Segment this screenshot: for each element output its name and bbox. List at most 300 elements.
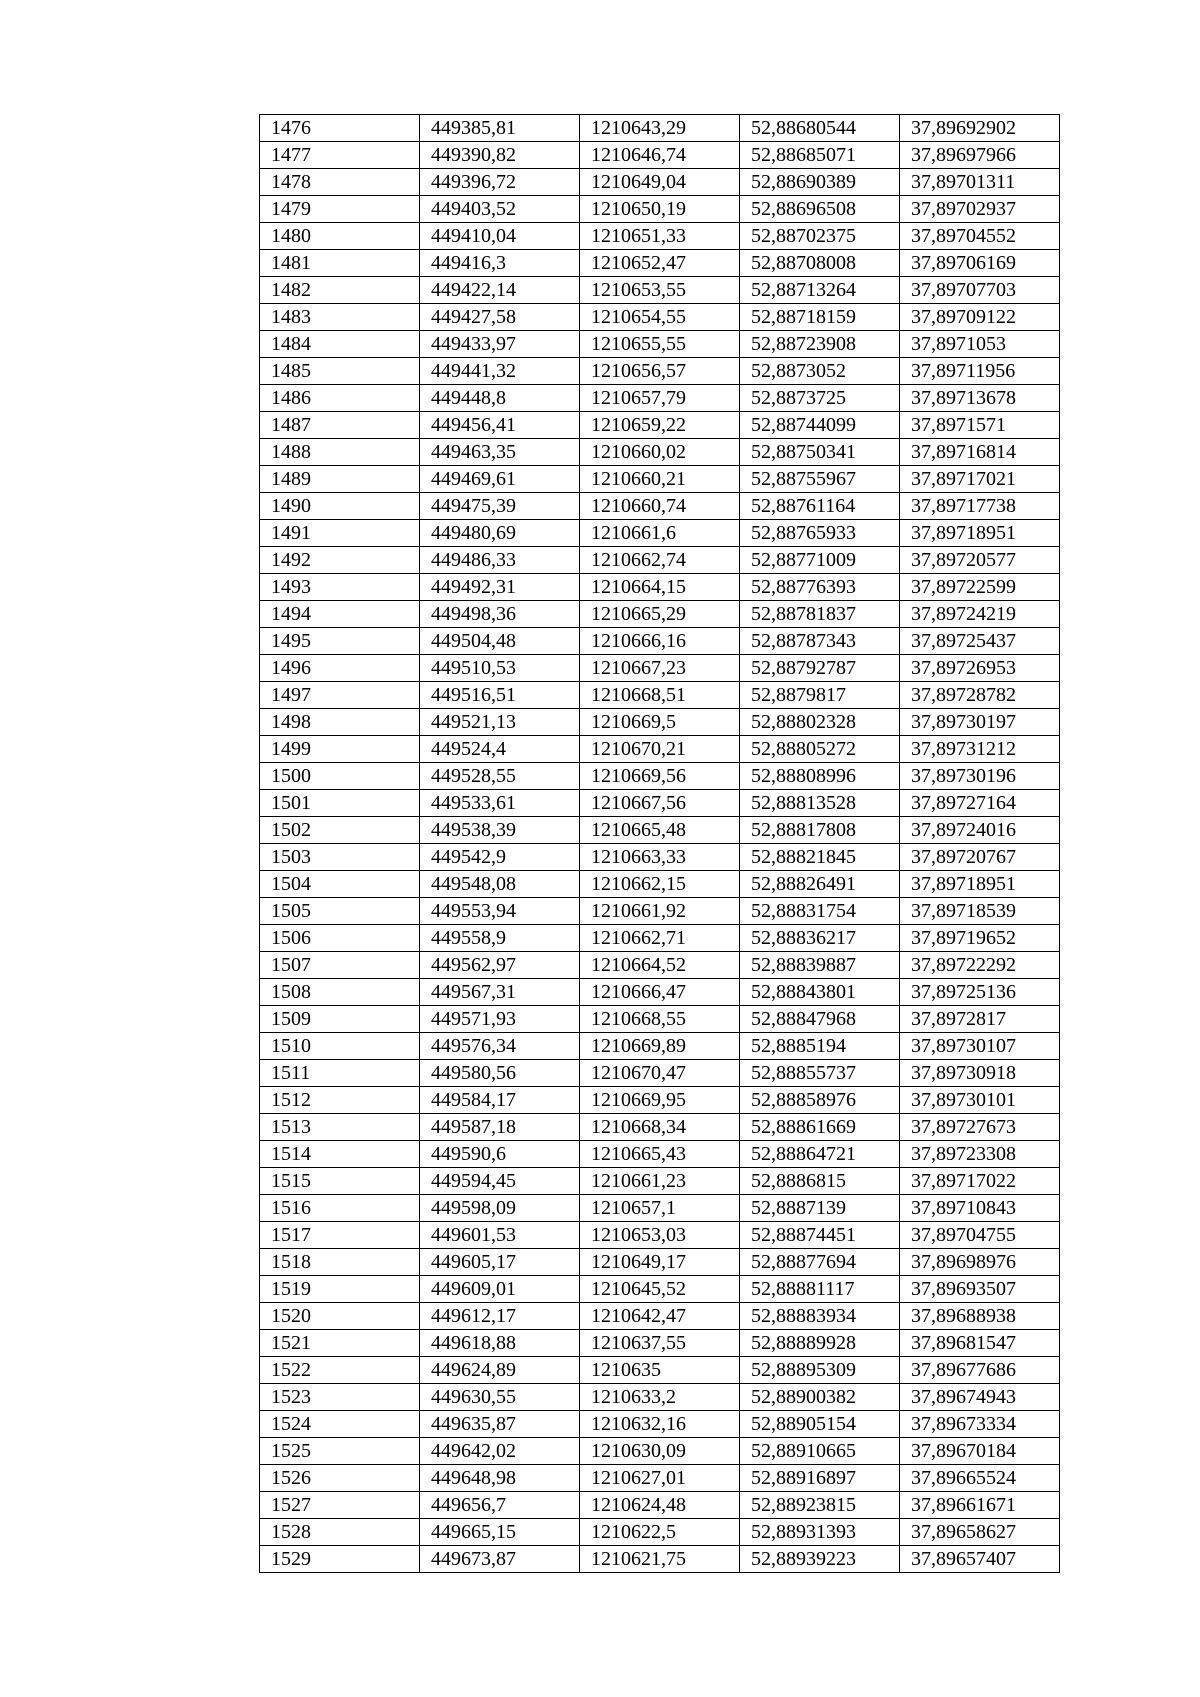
y-coordinate-cell: 1210660,02 — [580, 439, 740, 466]
y-coordinate-cell: 1210661,92 — [580, 898, 740, 925]
latitude-cell: 52,88895309 — [740, 1357, 900, 1384]
point-number-cell: 1480 — [260, 223, 420, 250]
point-number-cell: 1512 — [260, 1087, 420, 1114]
x-coordinate-cell: 449567,31 — [420, 979, 580, 1006]
x-coordinate-cell: 449521,13 — [420, 709, 580, 736]
longitude-cell: 37,89697966 — [900, 142, 1060, 169]
longitude-cell: 37,89718539 — [900, 898, 1060, 925]
x-coordinate-cell: 449448,8 — [420, 385, 580, 412]
table-row — [260, 1087, 1060, 1114]
point-number-cell: 1514 — [260, 1141, 420, 1168]
table-row — [260, 871, 1060, 898]
y-coordinate-cell: 1210622,5 — [580, 1519, 740, 1546]
y-coordinate-cell: 1210668,34 — [580, 1114, 740, 1141]
longitude-cell: 37,89722292 — [900, 952, 1060, 979]
y-coordinate-cell: 1210668,55 — [580, 1006, 740, 1033]
x-coordinate-cell: 449403,52 — [420, 196, 580, 223]
point-number-cell: 1521 — [260, 1330, 420, 1357]
point-number-cell: 1496 — [260, 655, 420, 682]
longitude-cell: 37,89717021 — [900, 466, 1060, 493]
longitude-cell: 37,89661671 — [900, 1492, 1060, 1519]
point-number-cell: 1501 — [260, 790, 420, 817]
x-coordinate-cell: 449504,48 — [420, 628, 580, 655]
y-coordinate-cell: 1210632,16 — [580, 1411, 740, 1438]
y-coordinate-cell: 1210630,09 — [580, 1438, 740, 1465]
latitude-cell: 52,88702375 — [740, 223, 900, 250]
table-row — [260, 1519, 1060, 1546]
y-coordinate-cell: 1210624,48 — [580, 1492, 740, 1519]
latitude-cell: 52,88690389 — [740, 169, 900, 196]
x-coordinate-cell: 449673,87 — [420, 1546, 580, 1573]
longitude-cell: 37,89698976 — [900, 1249, 1060, 1276]
x-coordinate-cell: 449441,32 — [420, 358, 580, 385]
longitude-cell: 37,89722599 — [900, 574, 1060, 601]
table-row — [260, 1330, 1060, 1357]
point-number-cell: 1497 — [260, 682, 420, 709]
longitude-cell: 37,89730197 — [900, 709, 1060, 736]
x-coordinate-cell: 449590,6 — [420, 1141, 580, 1168]
y-coordinate-cell: 1210635 — [580, 1357, 740, 1384]
x-coordinate-cell: 449498,36 — [420, 601, 580, 628]
latitude-cell: 52,88916897 — [740, 1465, 900, 1492]
latitude-cell: 52,88813528 — [740, 790, 900, 817]
table-row — [260, 1438, 1060, 1465]
point-number-cell: 1479 — [260, 196, 420, 223]
point-number-cell: 1527 — [260, 1492, 420, 1519]
point-number-cell: 1488 — [260, 439, 420, 466]
longitude-cell: 37,89701311 — [900, 169, 1060, 196]
table-row — [260, 979, 1060, 1006]
table-row — [260, 1357, 1060, 1384]
table-row — [260, 1276, 1060, 1303]
x-coordinate-cell: 449463,35 — [420, 439, 580, 466]
point-number-cell: 1504 — [260, 871, 420, 898]
table-row — [260, 304, 1060, 331]
longitude-cell: 37,89707703 — [900, 277, 1060, 304]
longitude-cell: 37,89709122 — [900, 304, 1060, 331]
x-coordinate-cell: 449516,51 — [420, 682, 580, 709]
longitude-cell: 37,89724219 — [900, 601, 1060, 628]
point-number-cell: 1478 — [260, 169, 420, 196]
table-row — [260, 1060, 1060, 1087]
table-row — [260, 331, 1060, 358]
table-row — [260, 439, 1060, 466]
y-coordinate-cell: 1210661,23 — [580, 1168, 740, 1195]
latitude-cell: 52,88817808 — [740, 817, 900, 844]
x-coordinate-cell: 449580,56 — [420, 1060, 580, 1087]
table-row — [260, 358, 1060, 385]
point-number-cell: 1528 — [260, 1519, 420, 1546]
x-coordinate-cell: 449528,55 — [420, 763, 580, 790]
point-number-cell: 1489 — [260, 466, 420, 493]
latitude-cell: 52,88910665 — [740, 1438, 900, 1465]
x-coordinate-cell: 449648,98 — [420, 1465, 580, 1492]
latitude-cell: 52,8885194 — [740, 1033, 900, 1060]
x-coordinate-cell: 449609,01 — [420, 1276, 580, 1303]
y-coordinate-cell: 1210656,57 — [580, 358, 740, 385]
y-coordinate-cell: 1210666,47 — [580, 979, 740, 1006]
latitude-cell: 52,88931393 — [740, 1519, 900, 1546]
longitude-cell: 37,89719652 — [900, 925, 1060, 952]
longitude-cell: 37,89674943 — [900, 1384, 1060, 1411]
longitude-cell: 37,89692902 — [900, 115, 1060, 142]
table-row — [260, 898, 1060, 925]
x-coordinate-cell: 449492,31 — [420, 574, 580, 601]
y-coordinate-cell: 1210670,47 — [580, 1060, 740, 1087]
table-row — [260, 520, 1060, 547]
latitude-cell: 52,88805272 — [740, 736, 900, 763]
y-coordinate-cell: 1210665,29 — [580, 601, 740, 628]
point-number-cell: 1518 — [260, 1249, 420, 1276]
point-number-cell: 1482 — [260, 277, 420, 304]
table-row — [260, 1384, 1060, 1411]
y-coordinate-cell: 1210659,22 — [580, 412, 740, 439]
table-row — [260, 385, 1060, 412]
longitude-cell: 37,89730101 — [900, 1087, 1060, 1114]
table-row — [260, 1411, 1060, 1438]
x-coordinate-cell: 449587,18 — [420, 1114, 580, 1141]
x-coordinate-cell: 449456,41 — [420, 412, 580, 439]
longitude-cell: 37,89725437 — [900, 628, 1060, 655]
longitude-cell: 37,89702937 — [900, 196, 1060, 223]
longitude-cell: 37,89726953 — [900, 655, 1060, 682]
longitude-cell: 37,89724016 — [900, 817, 1060, 844]
table-row — [260, 115, 1060, 142]
table-row — [260, 1168, 1060, 1195]
y-coordinate-cell: 1210657,1 — [580, 1195, 740, 1222]
y-coordinate-cell: 1210662,71 — [580, 925, 740, 952]
longitude-cell: 37,8972817 — [900, 1006, 1060, 1033]
longitude-cell: 37,89710843 — [900, 1195, 1060, 1222]
y-coordinate-cell: 1210670,21 — [580, 736, 740, 763]
table-row — [260, 250, 1060, 277]
latitude-cell: 52,88826491 — [740, 871, 900, 898]
latitude-cell: 52,88718159 — [740, 304, 900, 331]
longitude-cell: 37,89658627 — [900, 1519, 1060, 1546]
x-coordinate-cell: 449410,04 — [420, 223, 580, 250]
y-coordinate-cell: 1210662,74 — [580, 547, 740, 574]
point-number-cell: 1519 — [260, 1276, 420, 1303]
point-number-cell: 1498 — [260, 709, 420, 736]
x-coordinate-cell: 449475,39 — [420, 493, 580, 520]
longitude-cell: 37,89723308 — [900, 1141, 1060, 1168]
point-number-cell: 1523 — [260, 1384, 420, 1411]
table-row — [260, 1465, 1060, 1492]
point-number-cell: 1522 — [260, 1357, 420, 1384]
point-number-cell: 1491 — [260, 520, 420, 547]
table-row — [260, 763, 1060, 790]
x-coordinate-cell: 449624,89 — [420, 1357, 580, 1384]
latitude-cell: 52,88839887 — [740, 952, 900, 979]
x-coordinate-cell: 449665,15 — [420, 1519, 580, 1546]
latitude-cell: 52,88802328 — [740, 709, 900, 736]
latitude-cell: 52,88881117 — [740, 1276, 900, 1303]
latitude-cell: 52,88765933 — [740, 520, 900, 547]
y-coordinate-cell: 1210643,29 — [580, 115, 740, 142]
point-number-cell: 1526 — [260, 1465, 420, 1492]
point-number-cell: 1500 — [260, 763, 420, 790]
x-coordinate-cell: 449390,82 — [420, 142, 580, 169]
x-coordinate-cell: 449524,4 — [420, 736, 580, 763]
latitude-cell: 52,88708008 — [740, 250, 900, 277]
point-number-cell: 1503 — [260, 844, 420, 871]
x-coordinate-cell: 449533,61 — [420, 790, 580, 817]
table-row — [260, 1195, 1060, 1222]
table-row — [260, 493, 1060, 520]
x-coordinate-cell: 449480,69 — [420, 520, 580, 547]
longitude-cell: 37,89718951 — [900, 520, 1060, 547]
longitude-cell: 37,89730918 — [900, 1060, 1060, 1087]
table-row — [260, 682, 1060, 709]
table-row — [260, 1546, 1060, 1573]
point-number-cell: 1520 — [260, 1303, 420, 1330]
table-row — [260, 547, 1060, 574]
latitude-cell: 52,88874451 — [740, 1222, 900, 1249]
latitude-cell: 52,88923815 — [740, 1492, 900, 1519]
y-coordinate-cell: 1210667,23 — [580, 655, 740, 682]
y-coordinate-cell: 1210651,33 — [580, 223, 740, 250]
point-number-cell: 1517 — [260, 1222, 420, 1249]
table-row — [260, 817, 1060, 844]
latitude-cell: 52,88855737 — [740, 1060, 900, 1087]
point-number-cell: 1516 — [260, 1195, 420, 1222]
y-coordinate-cell: 1210668,51 — [580, 682, 740, 709]
coordinates-table-body — [260, 115, 1060, 1573]
x-coordinate-cell: 449571,93 — [420, 1006, 580, 1033]
y-coordinate-cell: 1210661,6 — [580, 520, 740, 547]
table-row — [260, 655, 1060, 682]
latitude-cell: 52,88750341 — [740, 439, 900, 466]
table-row — [260, 466, 1060, 493]
y-coordinate-cell: 1210667,56 — [580, 790, 740, 817]
y-coordinate-cell: 1210665,43 — [580, 1141, 740, 1168]
longitude-cell: 37,8971053 — [900, 331, 1060, 358]
longitude-cell: 37,89717738 — [900, 493, 1060, 520]
longitude-cell: 37,89665524 — [900, 1465, 1060, 1492]
latitude-cell: 52,88781837 — [740, 601, 900, 628]
y-coordinate-cell: 1210663,33 — [580, 844, 740, 871]
longitude-cell: 37,89706169 — [900, 250, 1060, 277]
y-coordinate-cell: 1210664,15 — [580, 574, 740, 601]
table-row — [260, 952, 1060, 979]
x-coordinate-cell: 449427,58 — [420, 304, 580, 331]
table-row — [260, 142, 1060, 169]
point-number-cell: 1490 — [260, 493, 420, 520]
latitude-cell: 52,88755967 — [740, 466, 900, 493]
y-coordinate-cell: 1210646,74 — [580, 142, 740, 169]
longitude-cell: 37,89730196 — [900, 763, 1060, 790]
longitude-cell: 37,89681547 — [900, 1330, 1060, 1357]
point-number-cell: 1515 — [260, 1168, 420, 1195]
latitude-cell: 52,88821845 — [740, 844, 900, 871]
longitude-cell: 37,89725136 — [900, 979, 1060, 1006]
latitude-cell: 52,88723908 — [740, 331, 900, 358]
point-number-cell: 1492 — [260, 547, 420, 574]
latitude-cell: 52,88864721 — [740, 1141, 900, 1168]
x-coordinate-cell: 449416,3 — [420, 250, 580, 277]
latitude-cell: 52,88883934 — [740, 1303, 900, 1330]
table-row — [260, 1222, 1060, 1249]
y-coordinate-cell: 1210665,48 — [580, 817, 740, 844]
longitude-cell: 37,89717022 — [900, 1168, 1060, 1195]
point-number-cell: 1483 — [260, 304, 420, 331]
x-coordinate-cell: 449553,94 — [420, 898, 580, 925]
y-coordinate-cell: 1210645,52 — [580, 1276, 740, 1303]
table-row — [260, 1303, 1060, 1330]
y-coordinate-cell: 1210627,01 — [580, 1465, 740, 1492]
x-coordinate-cell: 449642,02 — [420, 1438, 580, 1465]
longitude-cell: 37,89673334 — [900, 1411, 1060, 1438]
latitude-cell: 52,88771009 — [740, 547, 900, 574]
table-row — [260, 169, 1060, 196]
coordinates-table — [259, 114, 1060, 1573]
latitude-cell: 52,88787343 — [740, 628, 900, 655]
y-coordinate-cell: 1210649,04 — [580, 169, 740, 196]
table-row — [260, 1492, 1060, 1519]
point-number-cell: 1495 — [260, 628, 420, 655]
latitude-cell: 52,88843801 — [740, 979, 900, 1006]
table-row — [260, 1114, 1060, 1141]
table-row — [260, 601, 1060, 628]
x-coordinate-cell: 449576,34 — [420, 1033, 580, 1060]
y-coordinate-cell: 1210657,79 — [580, 385, 740, 412]
table-row — [260, 736, 1060, 763]
point-number-cell: 1494 — [260, 601, 420, 628]
latitude-cell: 52,88861669 — [740, 1114, 900, 1141]
point-number-cell: 1506 — [260, 925, 420, 952]
x-coordinate-cell: 449486,33 — [420, 547, 580, 574]
table-row — [260, 1141, 1060, 1168]
x-coordinate-cell: 449635,87 — [420, 1411, 580, 1438]
longitude-cell: 37,89731212 — [900, 736, 1060, 763]
point-number-cell: 1487 — [260, 412, 420, 439]
y-coordinate-cell: 1210642,47 — [580, 1303, 740, 1330]
longitude-cell: 37,89704552 — [900, 223, 1060, 250]
point-number-cell: 1524 — [260, 1411, 420, 1438]
point-number-cell: 1505 — [260, 898, 420, 925]
x-coordinate-cell: 449612,17 — [420, 1303, 580, 1330]
y-coordinate-cell: 1210660,21 — [580, 466, 740, 493]
point-number-cell: 1509 — [260, 1006, 420, 1033]
x-coordinate-cell: 449510,53 — [420, 655, 580, 682]
y-coordinate-cell: 1210669,5 — [580, 709, 740, 736]
table-row — [260, 709, 1060, 736]
y-coordinate-cell: 1210669,95 — [580, 1087, 740, 1114]
latitude-cell: 52,88744099 — [740, 412, 900, 439]
latitude-cell: 52,88900382 — [740, 1384, 900, 1411]
point-number-cell: 1513 — [260, 1114, 420, 1141]
x-coordinate-cell: 449562,97 — [420, 952, 580, 979]
x-coordinate-cell: 449594,45 — [420, 1168, 580, 1195]
x-coordinate-cell: 449601,53 — [420, 1222, 580, 1249]
x-coordinate-cell: 449385,81 — [420, 115, 580, 142]
table-row — [260, 196, 1060, 223]
latitude-cell: 52,88761164 — [740, 493, 900, 520]
y-coordinate-cell: 1210660,74 — [580, 493, 740, 520]
table-row — [260, 790, 1060, 817]
table-row — [260, 223, 1060, 250]
point-number-cell: 1493 — [260, 574, 420, 601]
y-coordinate-cell: 1210655,55 — [580, 331, 740, 358]
point-number-cell: 1484 — [260, 331, 420, 358]
longitude-cell: 37,89657407 — [900, 1546, 1060, 1573]
latitude-cell: 52,88877694 — [740, 1249, 900, 1276]
latitude-cell: 52,8879817 — [740, 682, 900, 709]
x-coordinate-cell: 449538,39 — [420, 817, 580, 844]
latitude-cell: 52,88905154 — [740, 1411, 900, 1438]
longitude-cell: 37,8971571 — [900, 412, 1060, 439]
latitude-cell: 52,88939223 — [740, 1546, 900, 1573]
latitude-cell: 52,88685071 — [740, 142, 900, 169]
longitude-cell: 37,89728782 — [900, 682, 1060, 709]
point-number-cell: 1525 — [260, 1438, 420, 1465]
latitude-cell: 52,8873725 — [740, 385, 900, 412]
latitude-cell: 52,88831754 — [740, 898, 900, 925]
x-coordinate-cell: 449584,17 — [420, 1087, 580, 1114]
longitude-cell: 37,89720767 — [900, 844, 1060, 871]
longitude-cell: 37,89688938 — [900, 1303, 1060, 1330]
x-coordinate-cell: 449630,55 — [420, 1384, 580, 1411]
latitude-cell: 52,88847968 — [740, 1006, 900, 1033]
point-number-cell: 1477 — [260, 142, 420, 169]
point-number-cell: 1529 — [260, 1546, 420, 1573]
x-coordinate-cell: 449605,17 — [420, 1249, 580, 1276]
latitude-cell: 52,8886815 — [740, 1168, 900, 1195]
latitude-cell: 52,88858976 — [740, 1087, 900, 1114]
x-coordinate-cell: 449433,97 — [420, 331, 580, 358]
longitude-cell: 37,89716814 — [900, 439, 1060, 466]
y-coordinate-cell: 1210669,56 — [580, 763, 740, 790]
latitude-cell: 52,88776393 — [740, 574, 900, 601]
point-number-cell: 1511 — [260, 1060, 420, 1087]
y-coordinate-cell: 1210662,15 — [580, 871, 740, 898]
longitude-cell: 37,89727164 — [900, 790, 1060, 817]
table-row — [260, 844, 1060, 871]
table-row — [260, 1006, 1060, 1033]
longitude-cell: 37,89720577 — [900, 547, 1060, 574]
longitude-cell: 37,89713678 — [900, 385, 1060, 412]
point-number-cell: 1481 — [260, 250, 420, 277]
y-coordinate-cell: 1210664,52 — [580, 952, 740, 979]
y-coordinate-cell: 1210633,2 — [580, 1384, 740, 1411]
y-coordinate-cell: 1210653,55 — [580, 277, 740, 304]
y-coordinate-cell: 1210649,17 — [580, 1249, 740, 1276]
latitude-cell: 52,88713264 — [740, 277, 900, 304]
x-coordinate-cell: 449598,09 — [420, 1195, 580, 1222]
latitude-cell: 52,88792787 — [740, 655, 900, 682]
latitude-cell: 52,8887139 — [740, 1195, 900, 1222]
table-row — [260, 277, 1060, 304]
latitude-cell: 52,88696508 — [740, 196, 900, 223]
latitude-cell: 52,88680544 — [740, 115, 900, 142]
y-coordinate-cell: 1210654,55 — [580, 304, 740, 331]
table-row — [260, 574, 1060, 601]
y-coordinate-cell: 1210652,47 — [580, 250, 740, 277]
table-row — [260, 1249, 1060, 1276]
table-row — [260, 628, 1060, 655]
longitude-cell: 37,89693507 — [900, 1276, 1060, 1303]
y-coordinate-cell: 1210669,89 — [580, 1033, 740, 1060]
y-coordinate-cell: 1210650,19 — [580, 196, 740, 223]
longitude-cell: 37,89704755 — [900, 1222, 1060, 1249]
y-coordinate-cell: 1210621,75 — [580, 1546, 740, 1573]
x-coordinate-cell: 449558,9 — [420, 925, 580, 952]
longitude-cell: 37,89677686 — [900, 1357, 1060, 1384]
x-coordinate-cell: 449422,14 — [420, 277, 580, 304]
point-number-cell: 1485 — [260, 358, 420, 385]
x-coordinate-cell: 449542,9 — [420, 844, 580, 871]
x-coordinate-cell: 449656,7 — [420, 1492, 580, 1519]
